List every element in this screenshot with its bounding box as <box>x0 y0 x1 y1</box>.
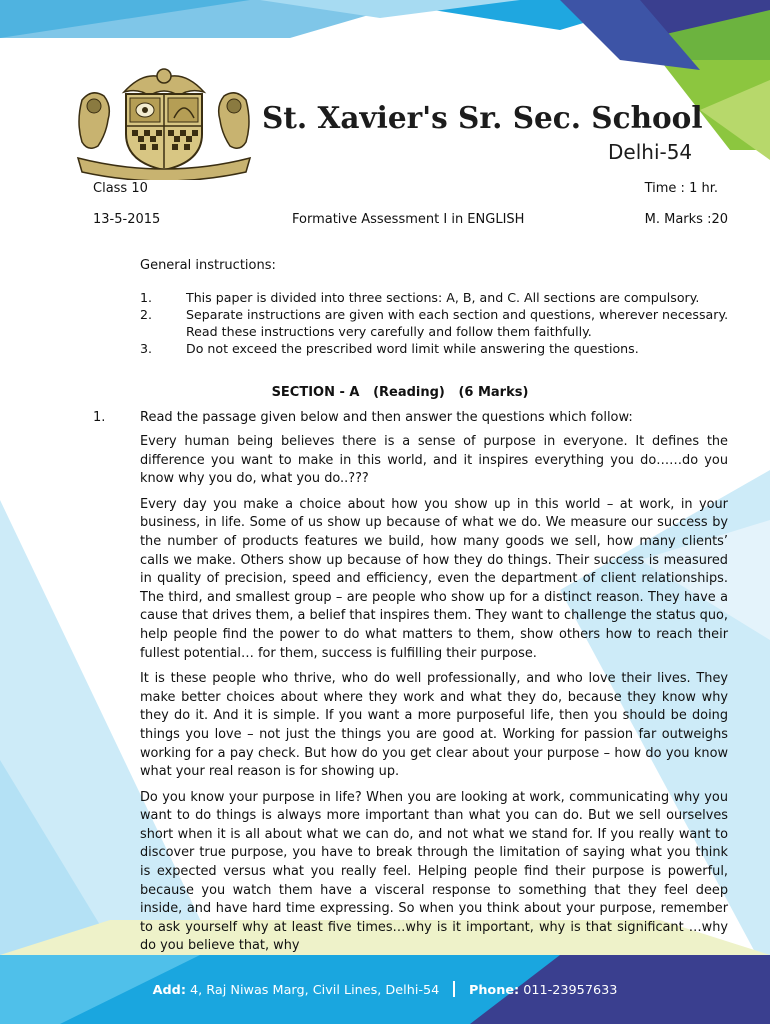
passage-paragraph: It is these people who thrive, who do well professionally, and who love their lives. They make better choices about where they work and what they do, because they know why they do it. And it is simple. If you want a more purposeful life, then you should be doing things you love – not just the things you are good at. Working for passion far outweighs working for a pay check. But how do you get clear about your purpose – how do you know what your real reason is for showing up. <box>140 671 728 780</box>
instruction-number: 3. <box>140 341 153 356</box>
phone-label: Phone: <box>468 983 520 998</box>
exam-title: Formative Assessment I in ENGLISH <box>292 212 525 227</box>
address-text: 4, Raj Niwas Marg, Civil Lines, Delhi-54 <box>190 983 440 998</box>
instruction-number: 2. <box>140 307 153 322</box>
school-name: St. Xavier's Sr. Sec. School <box>262 100 703 135</box>
address-label: Add: <box>152 983 186 998</box>
instruction-text: This paper is divided into three sections: A, B, and C. All sections are compulsory. <box>186 290 700 305</box>
section-a-heading: SECTION - A (Reading) (6 Marks) <box>271 385 529 400</box>
instruction-text: Read these instructions very carefully and follow them faithfully. <box>186 324 592 339</box>
instruction-text: Separate instructions are given with each section and questions, wherever necessary. <box>186 307 729 322</box>
time-label: Time : 1 hr. <box>644 181 718 196</box>
passage-paragraph: Do you know your purpose in life? When you are looking at work, communicating why you want to do things is always more important than what you can do. But we sell ourselves short when it is all about what we can do, and not what we stand for. If you really want to discover true purpose, you have to break through the limitation of saying what you think is expected versus what you really feel. Helping people find their purpose is powerful, because you watch them have a visceral response to something that they feel deep inside, and have hard time expressing. So when you think about your purpose, remember to ask yourself why at least five times…why is it important, why is that significant …why do you believe that, why <box>140 789 728 954</box>
footer-divider <box>453 981 455 997</box>
phone-number: 011-23957633 <box>523 983 618 998</box>
exam-date: 13-5-2015 <box>93 212 161 227</box>
passage-paragraph: Every human being believes there is a sense of purpose in everyone. It defines the difference you want to make in this world, and it inspires everything you do……do you know why you do, what you do..??? <box>140 434 728 487</box>
footer-contact <box>0 981 770 998</box>
school-city: Delhi-54 <box>608 140 693 164</box>
reading-passage <box>140 433 728 955</box>
class-label: Class 10 <box>93 181 148 196</box>
instruction-number: 1. <box>140 290 153 305</box>
instruction-text: Do not exceed the prescribed word limit while answering the questions. <box>186 341 639 356</box>
question-number: 1. <box>93 410 106 425</box>
instructions-title: General instructions: <box>140 258 276 273</box>
question-text: Read the passage given below and then answer the questions which follow: <box>140 410 633 425</box>
passage-paragraph: Every day you make a choice about how you show up in this world – at work, in your business, in life. Some of us show up because of what we do. We measure our success by the number of products features we build, how many goods we sell, how many clients’ calls we make. Others show up because of how they do things. Their success is measured in quality of precision, speed and efficiency, even the department of client relationships. The third, and smallest group – are people who show up for a distinct reason. They have a cause that drives them, a belief that inspires them. They want to challenge the status quo, help people find the power to do what matters to them, show others how to reach their fullest potential… for them, success is fulfilling their purpose. <box>140 496 728 661</box>
max-marks: M. Marks :20 <box>644 212 728 227</box>
